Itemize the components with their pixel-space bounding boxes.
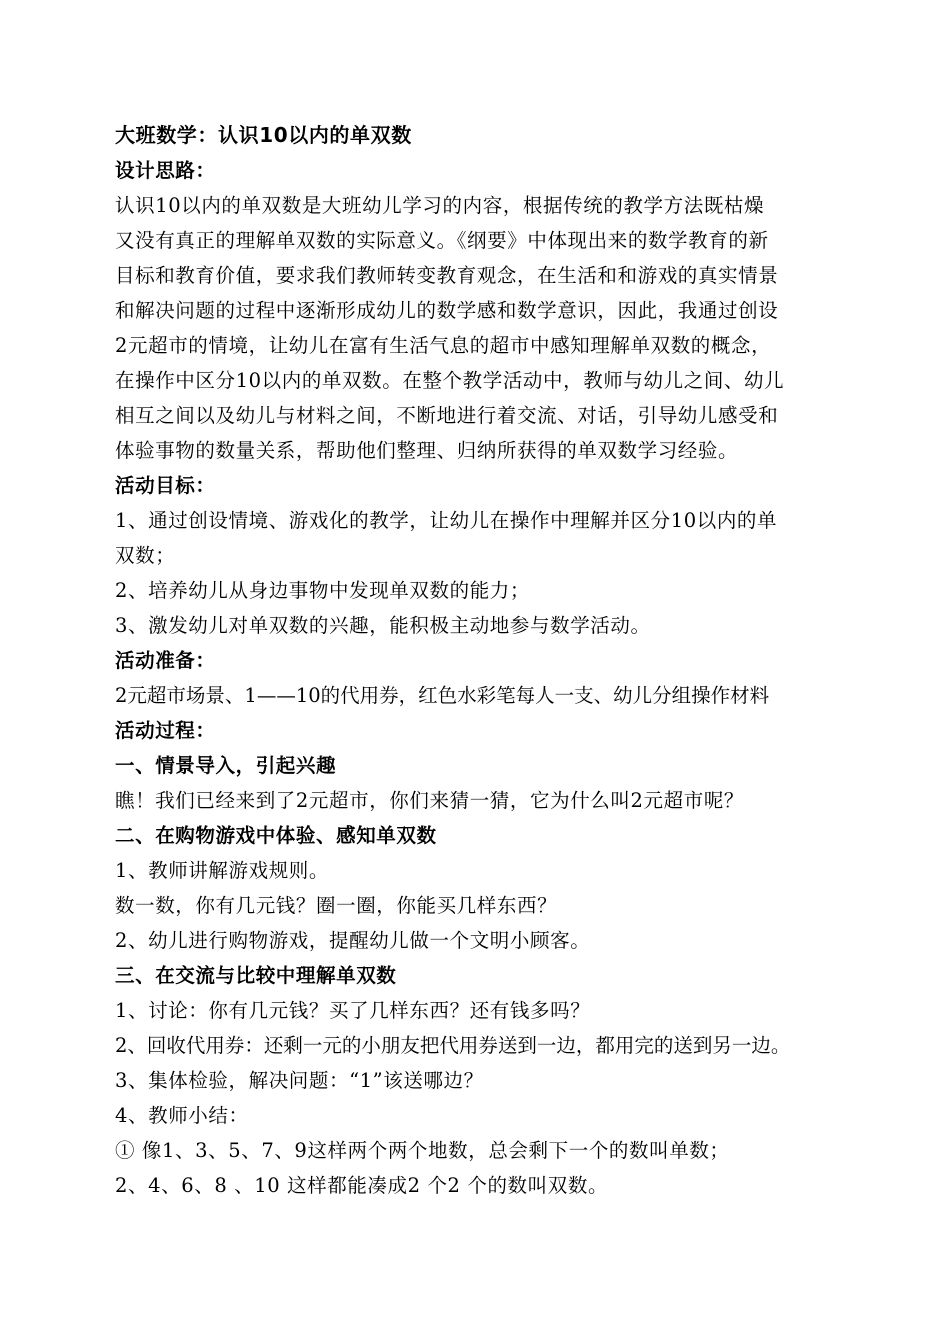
design-paragraph-line: 相互之间以及幼儿与材料之间，不断地进行着交流、对话，引导幼儿感受和 <box>115 404 779 427</box>
step3-line: 2、4、6、8 、10 这样都能凑成2 个2 个的数叫双数。 <box>115 1174 609 1197</box>
step3-line: 1、讨论：你有几元钱？买了几样东西？还有钱多吗？ <box>115 999 591 1022</box>
goal-line: 1、通过创设情境、游戏化的教学，让幼儿在操作中理解并区分10以内的单 <box>115 509 778 532</box>
prep-heading: 活动准备： <box>115 649 216 672</box>
goal-line: 双数； <box>115 544 176 567</box>
step3-heading: 三、在交流与比较中理解单双数 <box>115 964 397 987</box>
step2-line: 数一数，你有几元钱？圈一圈，你能买几样东西？ <box>115 894 558 917</box>
goals-heading: 活动目标： <box>115 474 216 497</box>
step3-line: 3、集体检验，解决问题：“1”该送哪边？ <box>115 1069 484 1092</box>
step1-heading: 一、情景导入，引起兴趣 <box>115 754 337 777</box>
design-paragraph-line: 目标和教育价值，要求我们教师转变教育观念，在生活和和游戏的真实情景 <box>115 264 779 287</box>
step2-line: 1、教师讲解游戏规则。 <box>115 859 330 882</box>
design-paragraph-line: 在操作中区分10以内的单双数。在整个教学活动中，教师与幼儿之间、幼儿 <box>115 369 785 392</box>
document-page <box>115 118 855 1203</box>
step2-heading: 二、在购物游戏中体验、感知单双数 <box>115 824 437 847</box>
goal-line: 3、激发幼儿对单双数的兴趣，能积极主动地参与数学活动。 <box>115 614 651 637</box>
design-paragraph-line: 又没有真正的理解单双数的实际意义。《纲要》中体现出来的数学教育的新 <box>115 229 769 252</box>
prep-line: 2元超市场景、1——10的代用券，红色水彩笔每人一支、幼儿分组操作材料 <box>115 684 770 707</box>
step3-line: 4、教师小结： <box>115 1104 249 1127</box>
process-heading: 活动过程： <box>115 719 216 742</box>
goal-line: 2、培养幼儿从身边事物中发现单双数的能力； <box>115 579 531 602</box>
design-paragraph-line: 和解决问题的过程中逐渐形成幼儿的数学感和数学意识，因此，我通过创设 <box>115 299 779 322</box>
design-paragraph-line: 体验事物的数量关系，帮助他们整理、归纳所获得的单双数学习经验。 <box>115 439 739 462</box>
step3-line: ① 像1、3、5、7、9这样两个两个地数，总会剩下一个的数叫单数； <box>115 1139 730 1162</box>
design-paragraph-line: 认识10以内的单双数是大班幼儿学习的内容，根据传统的教学方法既枯燥 <box>115 194 765 217</box>
step2-line: 2、幼儿进行购物游戏，提醒幼儿做一个文明小顾客。 <box>115 929 591 952</box>
design-paragraph-line: 2元超市的情境，让幼儿在富有生活气息的超市中感知理解单双数的概念， <box>115 334 772 357</box>
document-title: 大班数学：认识10以内的单双数 <box>115 123 412 147</box>
design-heading: 设计思路： <box>115 159 216 182</box>
step1-line: 瞧！我们已经来到了2元超市，你们来猜一猜，它为什么叫2元超市呢？ <box>115 789 745 812</box>
step3-line: 2、回收代用券：还剩一元的小朋友把代用券送到一边，都用完的送到另一边。 <box>115 1034 791 1057</box>
